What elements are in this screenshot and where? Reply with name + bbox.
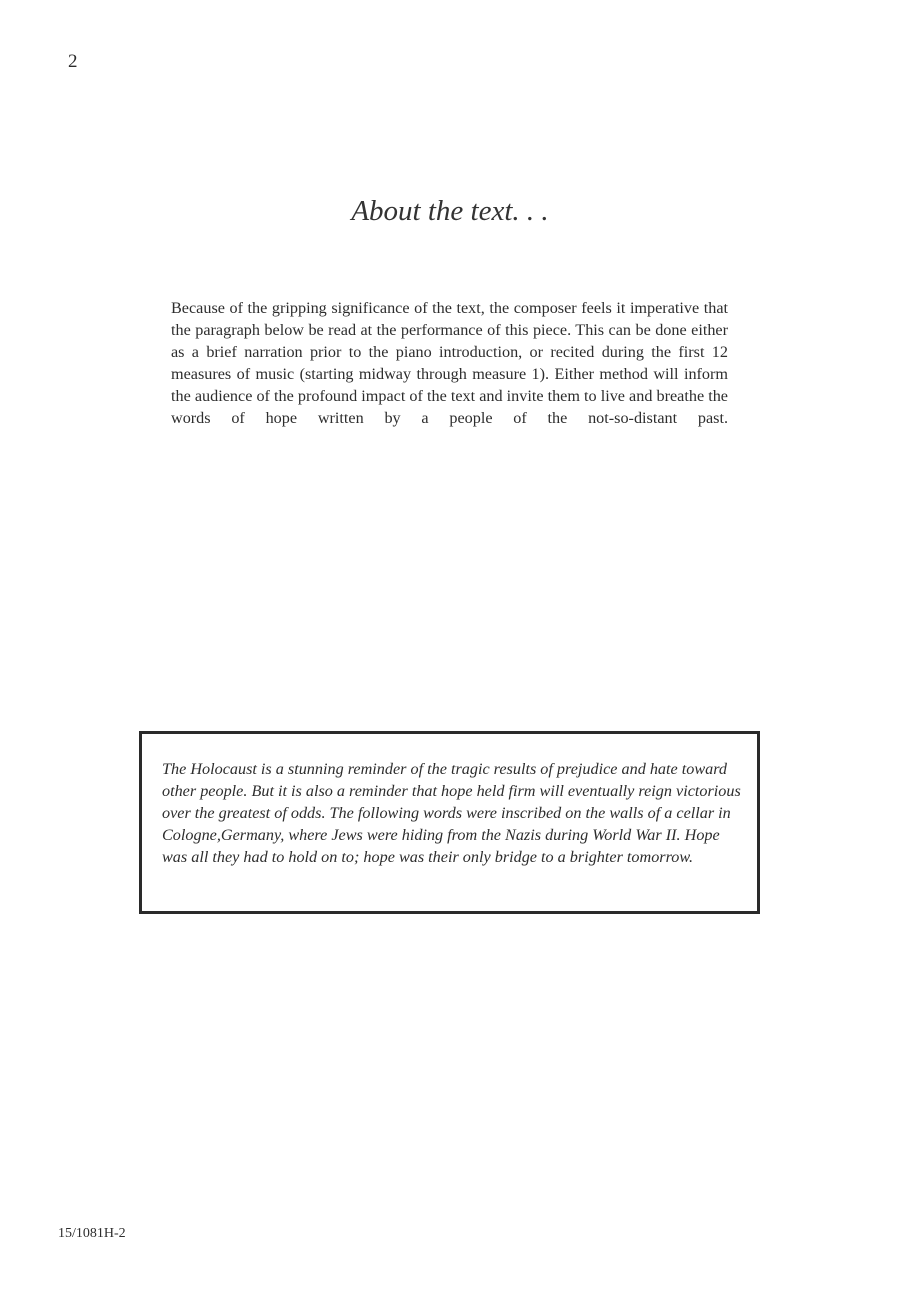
page-number: 2 [68,51,78,72]
page-title: About the text. . . [351,195,549,227]
catalog-number: 15/1081H-2 [58,1226,126,1241]
quote-paragraph: The Holocaust is a stunning reminder of the tragic results of prejudice and hate toward other people. But it is also a reminder that hope held firm will eventually reign victorious over the greatest of odds. The following words were inscribed on the walls of a cellar in Cologne,Germany, where Jews were hiding from the Nazis during World War II. Hope was all they had to hold on to; hope was their only bridge to a brighter tomorrow. [162,760,741,866]
intro-paragraph: Because of the gripping significance of the text, the composer feels it imperative that the paragraph below be read at the performance of this piece. This can be done either as a brief narration prior to the piano introduction, or recited during the first 12 measures of music (starting midway through measure 1). Either method will inform the audience of the profound impact of the text and invite them to live and breathe the words of hope written by a people of the not-so-distant past. [171,299,728,427]
quote-box [139,731,760,914]
